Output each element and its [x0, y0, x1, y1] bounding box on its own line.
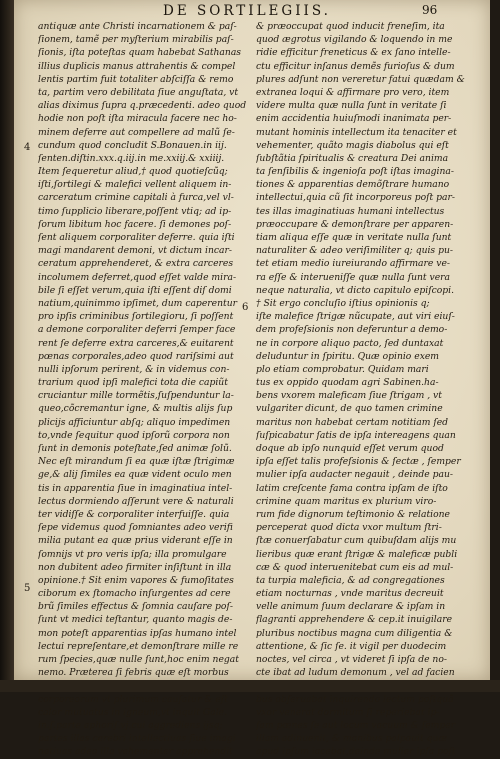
text-line: to,vnde ſequitur quod ipſorũ corpora non: [38, 429, 230, 441]
text-line: alias diximus ſupra q.præcedenti. adeo quod: [38, 100, 247, 112]
text-line: rent ſe deferre extra carceres,& euitarent: [38, 337, 234, 349]
text-line: ta turpia maleficia, & ad congregationes: [256, 574, 445, 586]
text-line: ipſa eſſet talis profeſsionis & ſectæ , ſemper: [256, 456, 461, 468]
text-line: lectui repreſentare,et demonſtrare mille re: [38, 640, 239, 652]
text-line: tet etiam medio iureiurando affirmare ve-: [256, 258, 450, 270]
text-line: nemo. Præterea ſi febris quæ eſt morbus: [38, 667, 229, 679]
page-header: [14, 3, 490, 19]
text-line: bus obſeruabat inquirendo lectum poſtquã: [256, 693, 454, 705]
text-line: perceperat quod dicta vxor multum ſtri-: [256, 522, 442, 534]
text-line: hodie non poſt iſta miracula facere nec ho-: [38, 113, 237, 125]
text-line: ſomnijs vt pro veris ipſa; illa promulgare: [38, 548, 227, 560]
text-line: ſuſpicabatur ſatis de ipſa intereagens quan: [256, 429, 456, 441]
text-line: cte ibat ad ludum demonum , vel ad facien: [256, 667, 455, 679]
text-line: dem profeſsionis non deferuntur a demo-: [256, 324, 448, 336]
text-line: iſti,ſortilegi & malefici vellent aliquem in-: [38, 179, 232, 191]
text-line: minem deferre aut compellere ad malũ ſe-: [38, 126, 235, 138]
text-line: natiuas adeo illa vehementer apprehendit: [38, 746, 233, 758]
text-line: velle animum ſuum declarare & ipſam in: [256, 601, 446, 613]
text-line: apud ipſum iacebat,deinde mulier ipſa poſt: [256, 746, 456, 758]
text-line: vxor venerat dormitum ſi reperiebat ip-: [256, 706, 440, 718]
text-line: tiones & apparentias demõſtrare humano: [256, 179, 450, 191]
text-line: ſenten.diſtin.xxx.q.iij.in me.xxiij.& xxiiij.: [38, 152, 225, 164]
text-line: ſionis, iſta poteſtas quam habebat Sathanas: [38, 47, 242, 59]
text-line: & præoccupat quod inducit freneſim, ita: [256, 21, 445, 32]
text-line: ſepe videmus quod ſomniantes adeo verifi: [38, 522, 233, 534]
text-line: lieribus quæ erant ſtrigæ & maleficæ publi: [256, 548, 458, 560]
text-line: ſunt vt medici teſtantur, quanto magis de-: [38, 614, 233, 626]
text-line: natium,quinimmo ipſimet, dum caperentur: [38, 297, 238, 309]
text-line: pluribus noctibus magna cum diligentia &: [256, 627, 453, 639]
text-line: Nec eſt mirandum ſi ea quæ iſtæ ſtrigimæ: [38, 456, 235, 468]
text-line: etiam nocturnas , vnde maritus decreuit: [256, 588, 444, 600]
text-line: a demone corporaliter deferri ſemper face: [38, 324, 236, 336]
text-line: enim accidentia huiuſmodi inanimata per-: [256, 113, 452, 125]
margin-note-number: 5: [24, 583, 31, 594]
text-line: illius duplicis manus attrahentis & compel: [38, 60, 236, 72]
text-line: ſtæ conuerſabatur cum quibuſdam alijs mu: [256, 535, 457, 547]
text-line: nulli ipſorum perirent, & in videmus con-: [38, 363, 230, 375]
text-line: ge,& alij ſimiles ea quæ vident oculo men: [38, 469, 232, 481]
text-line: ne in corpore aliquo pacto, ſed duntaxat: [256, 337, 444, 349]
text-line: partes illas cerebri intellectiuas ſiue imagi: [38, 733, 236, 745]
text-line: timo ſupplicio liberare,poſſent vtiq; ad ip-: [38, 205, 232, 217]
text-line: vehementer, quãto magis diabolus qui eſt: [256, 139, 449, 151]
text-line: vulgariter dicunt, de quo tamen crimine: [256, 403, 443, 415]
text-line: plures adſunt non vereretur fatui quædam &: [256, 73, 465, 85]
text-line: calor mutuatus in igneum,vt inquit Gale.: [38, 706, 227, 718]
text-line: ra eſſe & interueniſſe quæ nulla ſunt vera: [256, 271, 451, 283]
text-line: antiquæ ante Christi incarnationem & paſ-: [38, 21, 237, 32]
running-title: DE SORTILEGIIS.: [163, 3, 331, 19]
text-line: in.ſ.parte aphoriſ.vj.cui aggrediens ijsq;: [38, 719, 223, 731]
page-number: 96: [422, 3, 438, 17]
text-line: cruciantur mille tormẽtis,ſuſpenduntur la-: [38, 390, 234, 402]
text-line: ceratum apprehenderet, & extra carceres: [38, 258, 234, 270]
text-line: ſam pœnes ſe aut locum vacuum & ſemper: [256, 719, 456, 731]
text-line: tis in apparentia ſiue in imaginatiua intel-: [38, 482, 233, 494]
text-line: ctu efficitur inſanus demẽs furioſus & dum: [256, 60, 455, 72]
text-line: tes illas imaginatiuas humani intellectus: [256, 205, 445, 217]
margin-note-number: 6: [242, 302, 249, 313]
text-line: deluduntur in ſpiritu. Quæ opinio exem: [256, 350, 440, 362]
text-line: tiam aliqua eſſe quæ in veritate nulla ſunt: [256, 232, 452, 243]
text-line: pro ipſis criminibus ſortilegioru, ſi poſſent: [38, 311, 234, 323]
text-line: noctes, vel circa , vt videret ſi ipſa de no-: [256, 654, 447, 665]
left-text-column: [38, 20, 254, 759]
text-line: lentis partim fuit totaliter abſciſſa & remo: [38, 73, 234, 85]
text-line: ſubſtãtia ſpiritualis & creatura Dei anima: [256, 152, 449, 164]
text-line: illam adinuenit, & manibus palpauit quæ: [256, 733, 448, 745]
text-line: mon poteſt apparentias ipſas humano intel: [38, 627, 237, 639]
margin-note-number: 4: [24, 142, 31, 153]
text-line: mulier ipſa audacter negauit , deinde pau-: [256, 469, 454, 481]
text-line: intellectui,quia cũ ſit incorporeus poſt par-: [256, 192, 455, 204]
text-line: mutant hominis intellectum ita tenaciter et: [256, 126, 457, 138]
text-line: magi mandarent demoni, vt dictum incar-: [38, 245, 232, 257]
text-line: naturaliter & adeo veriſimiliter q; quis pu-: [256, 245, 453, 257]
text-line: ſunt in demonis poteſtate,ſed animæ ſolũ.: [38, 443, 232, 454]
text-line: † Sit ergo concluſio iſtius opinionis q;: [256, 297, 430, 309]
text-line: brũ ſimiles effectus & ſomnia cauſare poſ-: [38, 601, 233, 613]
text-line: tus ex oppido quodam agri Sabinen.ha-: [256, 377, 439, 389]
text-line: plicijs afficiuntur abſq; aliquo impedimen: [38, 416, 231, 428]
text-line: pœnas corporales,adeo quod rariſsimi aut: [38, 350, 234, 362]
book-spine-shadow: [0, 0, 14, 692]
text-line: cæ & quod interuenitebat cum eis ad mul-: [256, 561, 454, 573]
text-line: videre multa quæ nulla ſunt in veritate ſi: [256, 100, 447, 112]
text-line: lectus dormiendo aſſerunt vere & naturali: [38, 495, 234, 507]
text-line: flagranti apprehendere & cep.it inuigilare: [256, 614, 453, 626]
text-line: corporeorum vt plurimum cauſatur & eſt: [38, 693, 228, 705]
text-line: attentione, & ſic ſe. it vigil per duodecim: [256, 640, 447, 652]
text-line: opinione.† Sit enim vapores & fumoſitates: [38, 574, 234, 586]
text-line: doque ab ipſo nunquid eſſet verum quod: [256, 443, 444, 454]
text-line: milia putant ea quæ prius viderant eſſe in: [38, 535, 233, 547]
text-line: carceratum crimine capitali à furca,vel vl-: [38, 192, 234, 204]
text-line: trarium quod ipſi malefici tota die capiũt: [38, 377, 228, 389]
text-line: latim creſcente fama contra ipſam de iſto: [256, 482, 448, 494]
text-line: Item ſequeretur aliud,† quod quotieſcũq;: [38, 166, 228, 178]
text-line: rum fide dignorum teſtimonio & relatione: [256, 508, 450, 520]
text-line: cundum quod concludit S.Bonauen.in iij.: [38, 139, 227, 151]
right-text-column: [256, 20, 478, 759]
text-line: ſorum libitum hoc facere. ſi demones poſ-: [38, 218, 232, 230]
text-line: queo,cõcremantur igne, & multis alijs ſup: [38, 403, 233, 415]
text-line: ſionem, tamẽ per myſterium mirabilis paſ-: [38, 34, 234, 46]
text-line: iſte malefice ſtrigæ nũcupate, aut viri eiuſ-: [256, 311, 455, 323]
text-line: extranea loqui & affirmare pro vero, item: [256, 86, 450, 98]
text-line: ſent aliquem corporaliter deferre. quia iſti: [38, 232, 235, 243]
text-line: rum ſpecies,quæ nulle ſunt,hoc enim negat: [38, 654, 239, 665]
text-line: crimine quam maritus ex plurium viro-: [256, 495, 437, 507]
text-line: ciborum ex ſtomacho inſurgentes ad cere: [38, 588, 231, 600]
text-line: plo etiam comprobatur. Quidam mari: [256, 363, 429, 375]
text-line: præoccupare & demonſtrare per apparen-: [256, 218, 454, 230]
text-line: bile ſi eſſet verum,quia iſti eſſent diſ domi: [38, 284, 232, 296]
text-line: incolumem deferret,quod eſſet valde mira-: [38, 271, 237, 283]
text-line: non dubitent adeo firmiter inſiſtunt in illa: [38, 561, 232, 573]
text-line: quod ægrotus vigilando & loquendo in me: [256, 34, 453, 46]
text-line: ta, partim vero debilitata ſiue anguſtata, vt: [38, 86, 239, 98]
text-line: bens vxorem maleficam ſiue ſtrigam , vt: [256, 390, 442, 402]
text-line: maritus non habebat certam notitiam ſed: [256, 416, 449, 428]
text-line: ta ſenſibilis & ingenioſa poſt iſtas imagina-: [256, 166, 454, 178]
text-line: neque naturalia, vt dicto capitulo epiſcopi.: [256, 284, 455, 296]
text-line: ter vidiſſe & corporaliter interfuiſſe. quia: [38, 508, 230, 520]
page-bottom-edge: [0, 680, 500, 692]
text-line: ridie efficitur freneticus & ex ſano intelle-: [256, 47, 451, 59]
